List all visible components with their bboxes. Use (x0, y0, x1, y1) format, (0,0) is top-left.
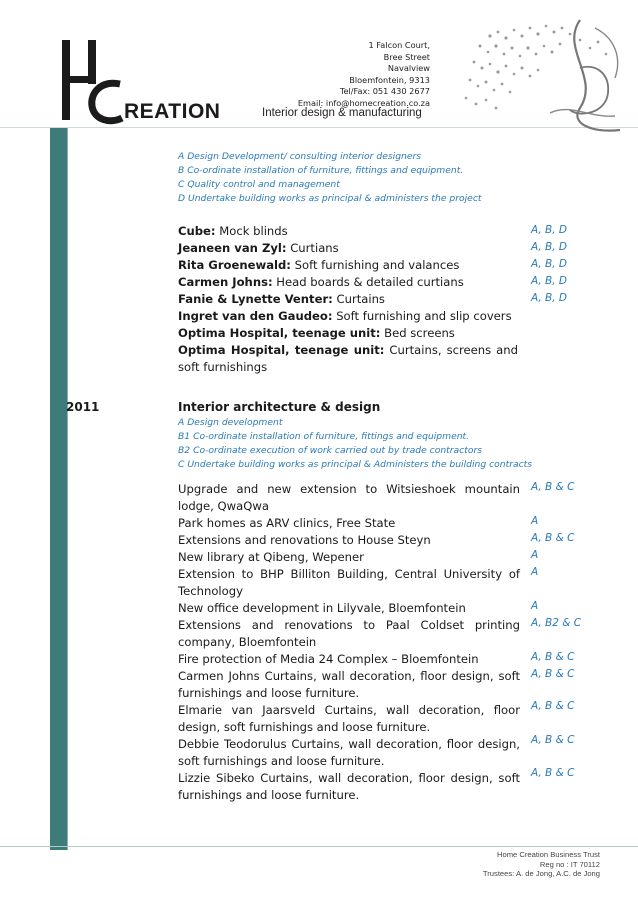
project-item: Carmen Johns Curtains, wall decoration, floor design, soft furnishings and loose furniture. (178, 669, 520, 700)
project-item: Extensions and renovations to Paal Coldset printing company, Bloemfontein (178, 618, 520, 649)
project-item: Extension to BHP Billiton Building, Central University of Technology (178, 567, 520, 598)
company-logo (60, 36, 260, 126)
footer-line: Trustees: A. de Jong, A.C. de Jong (482, 869, 600, 878)
client-name: Carmen Johns: (178, 275, 273, 289)
project-item: Upgrade and new extension to Witsieshoek mountain lodge, QwaQwa (178, 482, 520, 513)
project-desc: Curtians (286, 241, 339, 255)
legend-item: A Design Development/ consulting interior designers (178, 151, 422, 162)
section-title: Interior architecture & design (178, 400, 381, 414)
scope-code: A (531, 600, 539, 612)
scope-code: A, B, D (531, 292, 568, 304)
legend-item: C Undertake building works as principal & Administers the building contracts (178, 459, 533, 470)
scope-code: A, B2 & C (531, 617, 582, 629)
scope-code: A, B, D (531, 241, 568, 253)
address-line: Bloemfontein, 9313 (349, 74, 430, 85)
project-item: Lizzie Sibeko Curtains, wall decoration, floor design, soft furnishings and loose furniture. (178, 771, 520, 802)
project-desc: Curtains (332, 292, 385, 306)
project-row (178, 325, 518, 342)
project-item: New office development in Lilyvale, Bloemfontein (178, 601, 466, 615)
project-row (178, 240, 518, 257)
footer-trust-info (483, 850, 600, 879)
scope-code: A, B & C (531, 532, 575, 544)
tree-decoration-icon (430, 18, 630, 138)
footer-line: Home Creation Business Trust (497, 850, 600, 859)
project-desc: Curtains, screens and soft furnishings (178, 343, 518, 374)
project-desc: Soft furnishing and valances (290, 258, 460, 272)
footer-rule (0, 846, 638, 847)
project-row (178, 274, 518, 291)
scope-code: A, B, D (531, 258, 568, 270)
legend-item: B2 Co-ordinate execution of work carried out by trade contractors (178, 445, 483, 456)
scope-code: A, B & C (531, 700, 575, 712)
project-item: Debbie Teodorulus Curtains, wall decoration, floor design, soft furnishings and loose furniture. (178, 737, 520, 768)
sidebar-bar (50, 128, 68, 850)
project-row (178, 308, 518, 325)
project-desc: Mock blinds (215, 224, 288, 238)
client-name: Ingret van den Gaudeo: (178, 309, 333, 323)
scope-code: A, B, D (531, 224, 568, 236)
project-desc: Head boards & detailed curtians (272, 275, 464, 289)
project-desc: Soft furnishing and slip covers (332, 309, 512, 323)
client-name: Cube: (178, 224, 216, 238)
client-name: Optima Hospital, teenage unit: (178, 326, 381, 340)
scope-code: A, B & C (531, 767, 575, 779)
scope-code: A, B, D (531, 275, 568, 287)
client-name: Optima Hospital, teenage unit: (178, 343, 385, 357)
legend-item: D Undertake building works as principal & administers the project (178, 193, 482, 204)
legend-item: A Design development (178, 417, 283, 428)
scope-code: A (531, 549, 539, 561)
address-block (280, 40, 430, 109)
email-line: Email: info@homecreation.co.za (297, 97, 430, 108)
project-row (178, 342, 518, 376)
project-item: Elmarie van Jaarsveld Curtains, wall decoration, floor design, soft furnishings and loose furniture. (178, 703, 520, 734)
address-line: Navalview (387, 63, 430, 73)
client-name: Jeaneen van Zyl: (178, 241, 287, 255)
scope-code: A, B & C (531, 734, 575, 746)
tagline: Interior design & manufacturing (262, 107, 422, 119)
svg-text:REATION: REATION (124, 100, 221, 123)
client-name: Fanie & Lynette Venter: (178, 292, 333, 306)
legend-item: B1 Co-ordinate installation of furniture, fittings and equipment. (178, 431, 470, 442)
footer-line: Reg no : IT 70112 (539, 859, 600, 869)
legend-item: B Co-ordinate installation of furniture, fittings and equipment. (178, 165, 464, 176)
logo-text (60, 36, 61, 37)
year-label: 2011 (66, 400, 100, 414)
project-item: New library at Qibeng, Wepener (178, 550, 364, 564)
project-desc: Bed screens (380, 326, 455, 340)
scope-code: A, B & C (531, 651, 575, 663)
scope-code: A (531, 515, 539, 527)
scope-code: A, B & C (531, 668, 575, 680)
address-line: 1 Falcon Court, (368, 40, 430, 50)
address-line: Bree Street (383, 51, 430, 62)
project-item: Fire protection of Media 24 Complex – Bloemfontein (178, 652, 479, 666)
client-name: Rita Groenewald: (178, 258, 291, 272)
scope-code: A (531, 566, 539, 578)
project-row (178, 257, 518, 274)
sidebar-line (67, 128, 68, 850)
phone-line: Tel/Fax: 051 430 2677 (339, 86, 430, 96)
project-item: Extensions and renovations to House Steyn (178, 533, 431, 547)
legend-item: C Quality control and management (178, 179, 340, 190)
scope-code: A, B & C (531, 481, 575, 493)
project-row (178, 291, 518, 308)
project-item: Park homes as ARV clinics, Free State (178, 516, 396, 530)
project-row (178, 223, 518, 240)
